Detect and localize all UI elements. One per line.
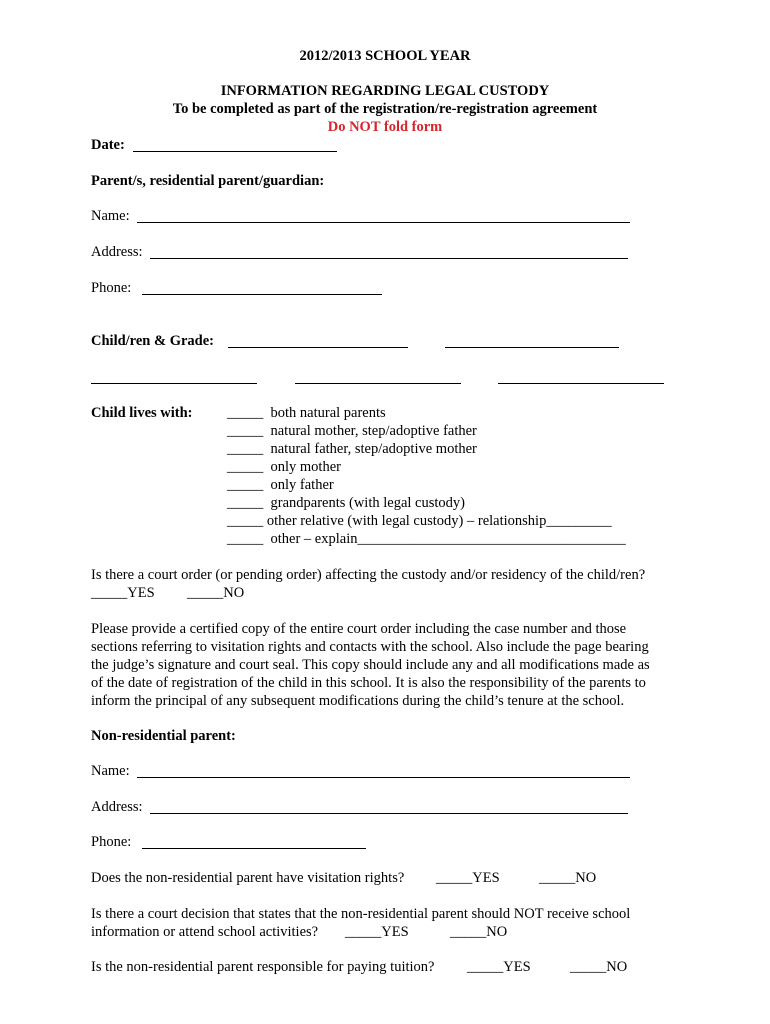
non-residential-address-field[interactable] [150, 813, 628, 814]
option-blank[interactable]: _____ [227, 477, 264, 493]
option-blank[interactable]: _____ [227, 441, 264, 457]
residential-phone-label: Phone: [91, 280, 132, 296]
residential-phone-field[interactable] [142, 294, 382, 295]
form-subtitle: To be completed as part of the registration/re-registration agreement [172, 101, 598, 117]
option-label: natural father, step/adoptive mother [270, 441, 477, 457]
option-blank[interactable]: _____ [227, 495, 264, 511]
child-grade-field-5[interactable] [498, 383, 664, 384]
instructions-line: Please provide a certified copy of the entire court order including the case number and those [91, 621, 627, 637]
child-lives-with-label: Child lives with: [91, 405, 193, 421]
court-order-question: Is there a court order (or pending order) affecting the custody and/or residency of the child/ren? [91, 567, 646, 583]
visitation-yes[interactable]: _____YES [436, 870, 500, 886]
tuition-question: Is the non-residential parent responsible for paying tuition? [91, 959, 435, 975]
child-grade-field-1[interactable] [228, 347, 408, 348]
option-label: other – explain_____________________________________ [270, 531, 626, 547]
non-residential-phone-field[interactable] [142, 848, 366, 849]
visitation-no[interactable]: _____NO [539, 870, 597, 886]
option-only-mother[interactable] [227, 458, 341, 476]
option-blank[interactable]: _____ [227, 513, 264, 529]
tuition-no[interactable]: _____NO [570, 959, 628, 975]
residential-name-label: Name: [91, 208, 130, 224]
residential-parent-heading: Parent/s, residential parent/guardian: [91, 173, 325, 189]
option-grandparents[interactable] [227, 494, 465, 512]
instructions-line: of the date of registration of the child in this school. It is also the responsibility of the parents to [91, 675, 646, 691]
court-decision-yes[interactable]: _____YES [345, 924, 409, 940]
non-residential-phone-label: Phone: [91, 834, 132, 850]
court-decision-question-cont: information or attend school activities? [91, 924, 319, 940]
instructions-line: inform the principal of any subsequent modifications during the child’s tenure at the school. [91, 693, 625, 709]
non-residential-heading: Non-residential parent: [91, 728, 236, 744]
option-blank[interactable]: _____ [227, 423, 264, 439]
court-order-no[interactable]: _____NO [187, 585, 245, 601]
non-residential-name-field[interactable] [137, 777, 630, 778]
school-year-heading: 2012/2013 SCHOOL YEAR [299, 48, 471, 64]
instructions-line: the judge’s signature and court seal. This copy should include any and all modifications made as [91, 657, 650, 673]
option-other-explain[interactable] [227, 530, 626, 548]
child-grade-field-2[interactable] [445, 347, 619, 348]
option-label: natural mother, step/adoptive father [270, 423, 477, 439]
court-order-yes[interactable]: _____YES [91, 585, 155, 601]
option-blank[interactable]: _____ [227, 405, 264, 421]
option-label: both natural parents [270, 405, 386, 421]
non-residential-name-label: Name: [91, 763, 130, 779]
option-both-natural-parents[interactable] [227, 404, 386, 422]
option-blank[interactable]: _____ [227, 531, 264, 547]
child-grade-field-4[interactable] [295, 383, 461, 384]
child-grade-field-3[interactable] [91, 383, 257, 384]
option-label: only father [270, 477, 334, 493]
instructions-line: sections referring to visitation rights and contacts with the school. Also include the page bearing [91, 639, 649, 655]
residential-address-field[interactable] [150, 258, 628, 259]
option-label: grandparents (with legal custody) [270, 495, 465, 511]
form-title: INFORMATION REGARDING LEGAL CUSTODY [220, 83, 550, 99]
option-label: only mother [270, 459, 341, 475]
option-label: other relative (with legal custody) – relationship_________ [266, 513, 612, 529]
option-other-relative[interactable] [227, 512, 612, 530]
residential-address-label: Address: [91, 244, 143, 260]
option-mother-step-father[interactable] [227, 422, 477, 440]
date-field[interactable] [133, 151, 337, 152]
date-label: Date: [91, 137, 125, 153]
option-father-step-mother[interactable] [227, 440, 477, 458]
option-blank[interactable]: _____ [227, 459, 264, 475]
non-residential-address-label: Address: [91, 799, 143, 815]
court-decision-question: Is there a court decision that states that the non-residential parent should NOT receive school [91, 906, 631, 922]
court-decision-no[interactable]: _____NO [450, 924, 508, 940]
do-not-fold-warning: Do NOT fold form [327, 119, 443, 135]
residential-name-field[interactable] [137, 222, 630, 223]
children-grade-label: Child/ren & Grade: [91, 333, 214, 349]
tuition-yes[interactable]: _____YES [467, 959, 531, 975]
option-only-father[interactable] [227, 476, 334, 494]
visitation-question: Does the non-residential parent have visitation rights? [91, 870, 405, 886]
